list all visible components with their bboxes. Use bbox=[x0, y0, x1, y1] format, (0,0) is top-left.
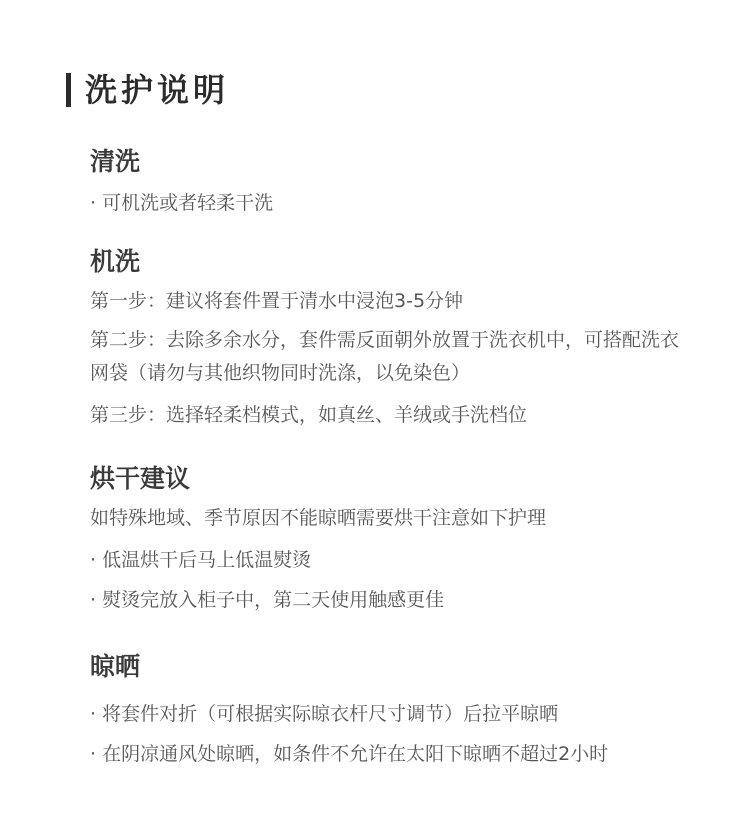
section-machine-wash bbox=[90, 246, 700, 430]
section-heading-drying: 烘干建议 bbox=[90, 464, 191, 493]
drying-intro: 如特殊地域、季节原因不能晾晒需要烘干注意如下护理 bbox=[90, 507, 547, 529]
air-drying-item-2: · 在阴凉通风处晾晒，如条件不允许在太阳下晾晒不超过2小时 bbox=[90, 743, 609, 765]
section-heading-air-drying: 晾晒 bbox=[90, 652, 141, 681]
machine-step-3: 第三步：选择轻柔档模式，如真丝、羊绒或手洗档位 bbox=[90, 404, 528, 426]
section-heading-machine-wash: 机洗 bbox=[90, 247, 141, 276]
drying-item-2: · 熨烫完放入柜子中，第二天使用触感更佳 bbox=[90, 589, 445, 611]
drying-item-1: · 低温烘干后马上低温熨烫 bbox=[90, 549, 312, 571]
machine-step-2: 第二步：去除多余水分，套件需反面朝外放置于洗衣机中，可搭配洗衣网袋（请勿与其他织物同时洗涤，以免染色） bbox=[90, 329, 680, 384]
page-title: 洗护说明 bbox=[85, 71, 230, 109]
wash-item: · 可机洗或者轻柔干洗 bbox=[90, 192, 274, 214]
page-title-row bbox=[66, 70, 229, 110]
section-wash bbox=[90, 146, 700, 218]
section-air-drying bbox=[90, 651, 700, 769]
section-heading-wash: 清洗 bbox=[90, 147, 141, 176]
section-drying bbox=[90, 463, 700, 615]
machine-step-1: 第一步：建议将套件置于清水中浸泡3-5分钟 bbox=[90, 290, 464, 312]
title-accent-bar bbox=[66, 73, 71, 107]
air-drying-item-1: · 将套件对折（可根据实际晾衣杆尺寸调节）后拉平晾晒 bbox=[90, 703, 559, 725]
